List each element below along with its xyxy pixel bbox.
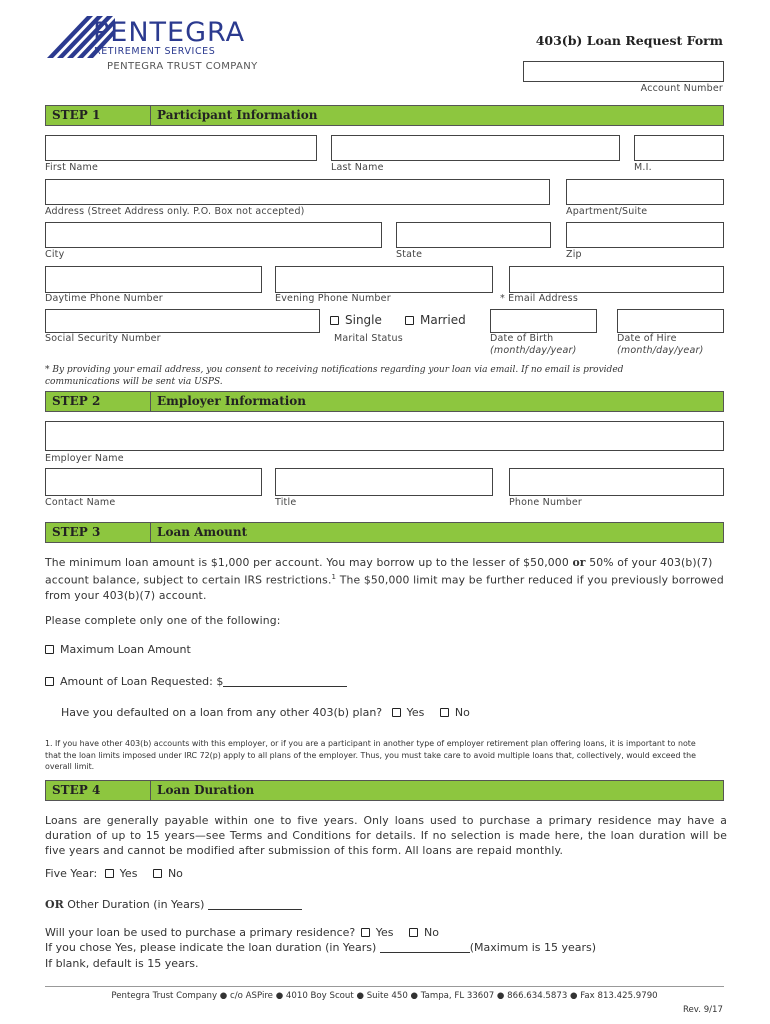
five-year-no-label: No [167,867,183,880]
single-label: Single [345,313,382,327]
duration-paragraph: Loans are generally payable within one to five years. Only loans used to purchase a primary residence may have a duration of up to 15 years—see Terms and Conditions for details. If no selection is made here, the loan duration will be five years and cannot be modified after submission of this form. All loans are repaid monthly. [45,814,727,857]
five-year-no-option[interactable] [153,867,183,880]
ssn-label: Social Security Number [45,333,161,344]
eve-phone-field[interactable] [275,266,493,293]
five-year-yes-checkbox[interactable] [105,869,114,878]
married-checkbox[interactable] [405,316,414,325]
dob-text: Date of Birth [490,333,554,344]
residence-duration-row [45,941,596,954]
defaulted-yes-checkbox[interactable] [392,708,401,717]
defaulted-no-checkbox[interactable] [440,708,449,717]
email-disclaimer-line2: communications will be sent via USPS. [45,377,223,387]
step1-title: Participant Information [157,108,318,122]
email-field[interactable] [509,266,724,293]
zip-field[interactable] [566,222,724,248]
doh-label [617,333,704,357]
step3-number: STEP 3 [46,523,151,542]
max-15-label: (Maximum is 15 years) [469,941,597,954]
logo [45,14,285,76]
step3-bar [45,522,724,543]
step4-title: Loan Duration [157,783,255,797]
email-disclaimer [45,364,735,388]
married-label: Married [420,313,466,327]
step2-bar [45,391,724,412]
step2-number: STEP 2 [46,392,151,411]
residence-yes-option[interactable] [361,926,394,939]
address-label: Address (Street Address only. P.O. Box not accepted) [45,206,305,217]
doh-text: Date of Hire [617,333,677,344]
single-option[interactable] [330,313,382,327]
residence-no-checkbox[interactable] [409,928,418,937]
or-label: OR [45,898,64,911]
five-year-label: Five Year: [45,867,98,880]
default-15-note: If blank, default is 15 years. [45,957,199,970]
married-option[interactable] [405,313,466,327]
instruction-text: Please complete only one of the following: [45,614,281,627]
five-year-row [45,867,183,880]
footer-address: Pentegra Trust Company ● c/o ASPire ● 4010 Boy Scout ● Suite 450 ● Tampa, FL 33607 ● 866.634.5873 ● Fax 813.425.9790 [111,991,658,1001]
five-year-no-checkbox[interactable] [153,869,162,878]
defaulted-yes-label: Yes [406,706,425,719]
city-label: City [45,249,65,260]
other-duration-row [45,898,302,911]
doh-field[interactable] [617,309,724,333]
footer-divider [45,986,724,987]
marital-status-label: Marital Status [334,333,403,344]
amount-requested-checkbox[interactable] [45,677,54,686]
revision-label: Rev. 9/17 [682,1005,723,1015]
contact-name-field[interactable] [45,468,262,496]
loan-amount-paragraph [45,555,727,603]
dob-format: (month/day/year) [490,345,577,356]
step4-bar [45,780,724,801]
residence-yes-checkbox[interactable] [361,928,370,937]
logo-wordmark: PENTEGRA [93,17,246,48]
other-duration-label: Other Duration (in Years) [63,898,208,911]
day-phone-label: Daytime Phone Number [45,293,163,304]
residence-no-option[interactable] [409,926,439,939]
defaulted-no-option[interactable] [440,706,470,719]
footnote-ref: 1 [331,573,337,581]
five-year-yes-option[interactable] [105,867,138,880]
defaulted-question-text: Have you defaulted on a loan from any other 403(b) plan? [61,706,383,719]
apartment-field[interactable] [566,179,724,205]
last-name-label: Last Name [331,162,384,173]
amount-requested-option[interactable] [45,675,347,688]
first-name-field[interactable] [45,135,317,161]
mi-label: M.I. [634,162,652,173]
residence-question: Will your loan be used to purchase a primary residence? [45,926,356,939]
step4-number: STEP 4 [46,781,151,800]
account-number-field[interactable] [523,61,724,82]
defaulted-no-label: No [454,706,470,719]
eve-phone-label: Evening Phone Number [275,293,391,304]
title-field[interactable] [275,468,493,496]
mi-field[interactable] [634,135,724,161]
step1-bar [45,105,724,126]
step2-title: Employer Information [157,394,307,408]
city-field[interactable] [45,222,382,248]
residence-yes-label: Yes [375,926,394,939]
residence-duration-label: If you chose Yes, please indicate the loan duration (in Years) [45,941,380,954]
amount-requested-input[interactable] [223,676,347,687]
doh-format: (month/day/year) [617,345,704,356]
first-name-label: First Name [45,162,99,173]
single-checkbox[interactable] [330,316,339,325]
address-field[interactable] [45,179,550,205]
logo-subtitle: RETIREMENT SERVICES [94,46,216,57]
loan-amount-text-a: The minimum loan amount is $1,000 per account. You may borrow up to the lesser of $50,000 [45,556,573,569]
loan-amount-text-c: The $50,000 limit may be further reduced if you previously borrowed from your 403(b)(7) account. [45,573,724,602]
contact-name-label: Contact Name [45,497,116,508]
five-year-yes-label: Yes [119,867,138,880]
step3-title: Loan Amount [157,525,248,539]
loan-amount-text-b: 50% of your 403(b)(7) account balance, subject to certain IRS restrictions. [45,556,713,587]
defaulted-yes-option[interactable] [392,706,425,719]
other-duration-input[interactable] [208,899,302,910]
ssn-field[interactable] [45,309,320,333]
footnote-text: 1. If you have other 403(b) accounts with this employer, or if you are a participant in another type of employer retirement plan offering loans, it is important to note that the loan limits imposed under IRC 72(p) apply to all plans of the employer. Thus, you must take care to avoid multiple loans that, collectively, would exceed the overall limit. [45,739,696,771]
residence-no-label: No [424,926,439,939]
logo-company: PENTEGRA TRUST COMPANY [107,61,258,72]
defaulted-question [61,706,470,719]
day-phone-field[interactable] [45,266,262,293]
title-label: Title [275,497,297,508]
apartment-label: Apartment/Suite [566,206,648,217]
state-field[interactable] [396,222,551,248]
last-name-field[interactable] [331,135,620,161]
form-title: 403(b) Loan Request Form [535,33,723,48]
step1-number: STEP 1 [46,106,151,125]
email-disclaimer-line1: * By providing your email address, you consent to receiving notifications regarding your loan via email. If no email is provided [45,365,624,375]
phone-number-label: Phone Number [509,497,583,508]
phone-number-field[interactable] [509,468,724,496]
account-number-label: Account Number [640,83,723,94]
residence-duration-input[interactable] [380,942,470,953]
email-label: * Email Address [500,293,578,304]
dob-label [490,333,577,357]
amount-requested-label: Amount of Loan Requested: $ [60,675,224,688]
dob-field[interactable] [490,309,597,333]
state-label: State [396,249,423,260]
loan-amount-or: or [572,556,586,569]
employer-name-field[interactable] [45,421,724,451]
zip-label: Zip [566,249,582,260]
residence-row [45,926,439,939]
max-loan-label: Maximum Loan Amount [60,643,191,656]
employer-name-label: Employer Name [45,453,124,464]
max-loan-checkbox[interactable] [45,645,54,654]
max-loan-option[interactable] [45,643,191,656]
